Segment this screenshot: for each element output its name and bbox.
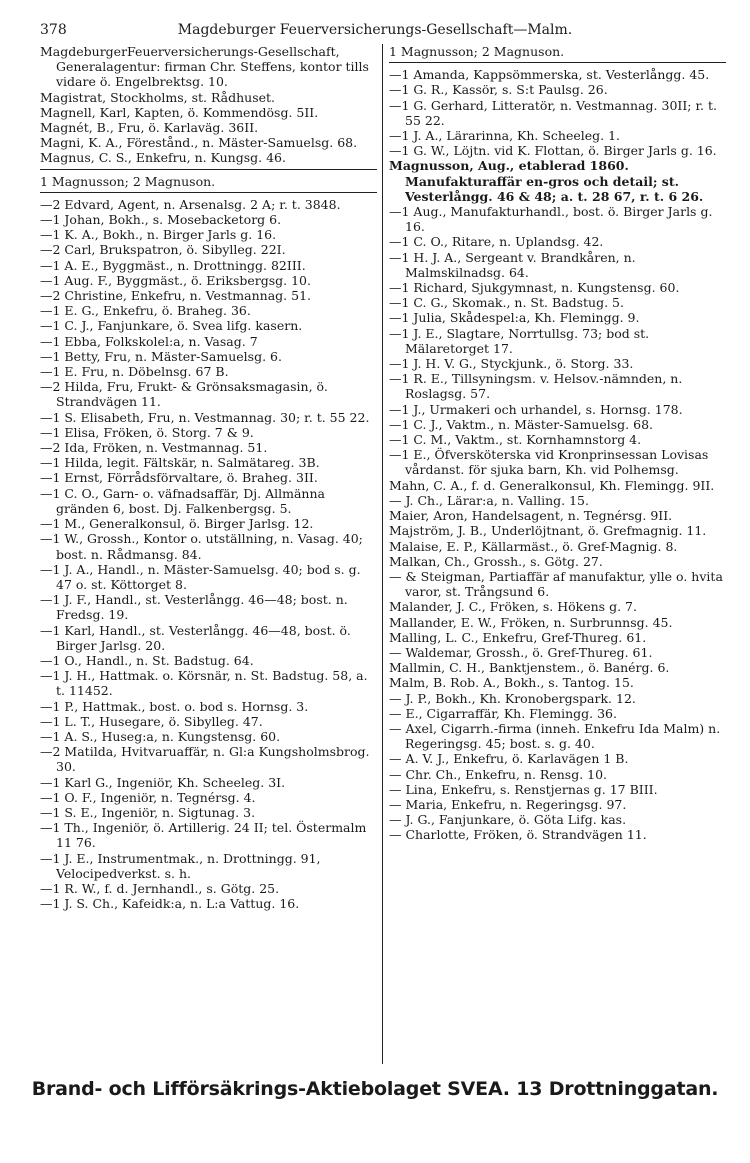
directory-entry: Magistrat, Stockholms, st. Rådhuset. — [40, 89, 276, 105]
directory-entry: —1 R. W., f. d. Jernhandl., s. Götg. 25. — [40, 880, 280, 896]
directory-entry: Magnét, B., Fru, ö. Karlaväg. 36II. — [40, 120, 259, 136]
directory-entry: — J. Ch., Lärar:a, n. Valling. 15. — [389, 492, 589, 508]
footer-advertisement: Brand- och Lifförsäkrings-Aktiebolaget SVEA. 13 Drottninggatan. — [31, 1078, 719, 1100]
directory-entry: Magnusson, Aug., etablerad 1860. Manufakturaffär en-gros och detail; st. Vesterlångg. 46 & 48; a. t. 28 67, r. t. 6 26. — [389, 158, 704, 204]
directory-entry: —1 Johan, Bokh., s. Mosebacketorg 6. — [40, 212, 282, 228]
directory-entry: —1 A. E., Byggmäst., n. Drottningg. 82III. — [40, 257, 306, 273]
directory-entry: —1 E., Öfversköterska vid Kronprinsessan Lovisas vårdanst. för sjuka barn, Kh. vid Polhemsg. — [389, 447, 709, 478]
directory-entry: —1 O., Handl., n. St. Badstug. 64. — [40, 652, 254, 668]
directory-entry: — J. P., Bokh., Kh. Kronobergspark. 12. — [389, 690, 636, 706]
directory-entry: Magni, K. A., Förestånd., n. Mäster-Samuelsg. 68. — [40, 135, 358, 151]
directory-entry: — Charlotte, Fröken, ö. Strandvägen 11. — [389, 827, 647, 843]
directory-entry: — Maria, Enkefru, n. Regeringsg. 97. — [389, 796, 627, 812]
directory-entry: —1 G. Gerhard, Litteratör, n. Vestmannag. 30II; r. t. 55 22. — [389, 97, 717, 128]
directory-entry: —1 J. H., Hattmak. o. Körsnär, n. St. Badstug. 58, a. t. 11452. — [40, 668, 368, 699]
directory-entry: Mahn, C. A., f. d. Generalkonsul, Kh. Flemingg. 9II. — [389, 477, 715, 493]
directory-entry: —1 Aug., Manufakturhandl., bost. ö. Birger Jarls g. 16. — [389, 204, 713, 235]
directory-entry: — Waldemar, Grossh., ö. Gref-Thureg. 61. — [389, 644, 653, 660]
directory-entry: —1 A. S., Huseg:a, n. Kungstensg. 60. — [40, 728, 281, 744]
directory-entry: —1 Amanda, Kappsömmerska, st. Vesterlångg. 45. — [389, 67, 710, 83]
directory-entry: Magnus, C. S., Enkefru, n. Kungsg. 46. — [40, 150, 377, 169]
directory-entry: Majström, J. B., Underlöjtnant, ö. Grefmagnig. 11. — [389, 523, 707, 539]
directory-entry: Malling, L. C., Enkefru, Gref-Thureg. 61. — [389, 629, 647, 645]
directory-entry: —1 G. W., Löjtn. vid K. Flottan, ö. Birger Jarls g. 16. — [389, 143, 717, 159]
directory-entry: Maier, Aron, Handelsagent, n. Tegnérsg. 9II. — [389, 508, 673, 524]
directory-entry: Magnell, Karl, Kapten, ö. Kommendösg. 5II. — [40, 104, 319, 120]
directory-entry: Mallmin, C. H., Banktjenstem., ö. Banérg. 6. — [389, 660, 670, 676]
directory-entry: — Axel, Cigarrh.-firma (inneh. Enkefru Ida Malm) n. Regeringsg. 45; bost. s. g. 40. — [389, 720, 721, 752]
directory-entry: —1 J. A., Handl., n. Mäster-Samuelsg. 40; bod s. g. 47 o. st. Köttorget 8. — [40, 561, 361, 592]
directory-entry: —1 W., Grossh., Kontor o. utställning, n. Vasag. 40; bost. n. Rådmansg. 84. — [40, 531, 363, 562]
directory-entry: —1 C. J., Fanjunkare, ö. Svea lifg. kasern. — [40, 318, 303, 334]
directory-entry: —2 Carl, Brukspatron, ö. Sibylleg. 22I. — [40, 242, 286, 258]
directory-entry: MagdeburgerFeuerversicherungs-Gesellschaft, Generalagentur: firman Chr. Steffens, kontor tills vidare ö. Engelbrektsg. 10. — [40, 44, 369, 90]
directory-entry: —1 C. O., Ritare, n. Uplandsg. 42. — [389, 234, 604, 250]
directory-entry: —1 E. G., Enkefru, ö. Braheg. 36. — [40, 303, 251, 319]
directory-entry: —1 Aug. F., Byggmäst., ö. Eriksbergsg. 10. — [40, 272, 311, 288]
directory-entry: —1 Ernst, Förrådsförvaltare, ö. Braheg. 3II. — [40, 470, 318, 486]
directory-entry: —1 Richard, Sjukgymnast, n. Kungstensg. 60. — [389, 280, 680, 296]
directory-entry: —1 J. H. V. G., Styckjunk., ö. Storg. 33. — [389, 356, 634, 372]
directory-entry: —1 C. G., Skomak., n. St. Badstug. 5. — [389, 295, 624, 311]
directory-entry: —1 Julia, Skådespel:a, Kh. Flemingg. 9. — [389, 310, 640, 326]
running-title: Magdeburger Feuerversicherungs-Gesellschaft—Malm. — [177, 22, 573, 38]
directory-entry: —1 M., Generalkonsul, ö. Birger Jarlsg. 12. — [40, 516, 314, 532]
directory-entry: Malaise, E. P., Källarmäst., ö. Gref-Magnig. 8. — [389, 538, 678, 554]
directory-entry: —1 Betty, Fru, n. Mäster-Samuelsg. 6. — [40, 348, 282, 364]
directory-entry: —1 S. Elisabeth, Fru, n. Vestmannag. 30; r. t. 55 22. — [40, 409, 370, 425]
directory-entry: —1 J., Urmakeri och urhandel, s. Hornsg. 178. — [389, 401, 683, 417]
directory-entry: —1 Karl G., Ingeniör, Kh. Scheeleg. 3I. — [40, 774, 286, 790]
directory-entry: — J. G., Fanjunkare, ö. Göta Lifg. kas. — [389, 812, 627, 828]
directory-entry: —1 H. J. A., Sergeant v. Brandkåren, n. Malmskilnadsg. 64. — [389, 249, 636, 280]
directory-entry: —2 Hilda, Fru, Frukt- & Grönsaksmagasin, ö. Strandvägen 11. — [40, 379, 328, 410]
directory-entry: Malm, B. Rob. A., Bokh., s. Tantog. 15. — [389, 675, 634, 691]
directory-entry: —1 C. M., Vaktm., st. Kornhamnstorg 4. — [389, 432, 642, 448]
directory-entry: —1 J. E., Instrumentmak., n. Drottningg. 91, Velocipedverkst. s. h. — [40, 850, 321, 881]
page-number: 378 — [40, 22, 67, 38]
directory-entry: Malkan, Ch., Grossh., s. Götg. 27. — [389, 553, 603, 569]
right-column — [383, 44, 726, 1064]
directory-entry: —1 Th., Ingeniör, ö. Artillerig. 24 II; tel. Östermalm 11 76. — [40, 820, 367, 851]
directory-entry: —2 Edvard, Agent, n. Arsenalsg. 2 A; r. t. 3848. — [40, 196, 341, 212]
directory-entry: —1 Hilda, legit. Fältskär, n. Salmätareg. 3B. — [40, 455, 320, 471]
directory-entry: — A. V. J., Enkefru, ö. Karlavägen 1 B. — [389, 751, 629, 767]
directory-entry: —1 Karl, Handl., st. Vesterlångg. 46—48, bost. ö. Birger Jarlsg. 20. — [40, 622, 351, 653]
directory-entry: —1 J. F., Handl., st. Vesterlångg. 46—48; bost. n. Fredsg. 19. — [40, 592, 348, 623]
directory-entry: —1 P., Hattmak., bost. o. bod s. Hornsg. 3. — [40, 698, 309, 714]
directory-entry: — E., Cigarraffär, Kh. Flemingg. 36. — [389, 705, 617, 721]
left-column — [40, 44, 383, 1064]
directory-entry: —1 J. A., Lärarinna, Kh. Scheeleg. 1. — [389, 128, 621, 144]
directory-entry: Malander, J. C., Fröken, s. Hökens g. 7. — [389, 599, 637, 615]
directory-entry: 1 Magnusson; 2 Magnuson. — [40, 174, 377, 193]
directory-entry: —1 S. E., Ingeniör, n. Sigtunag. 3. — [40, 804, 256, 820]
directory-entry: —2 Christine, Enkefru, n. Vestmannag. 51. — [40, 288, 311, 304]
directory-entry: —1 C. J., Vaktm., n. Mäster-Samuelsg. 68. — [389, 416, 653, 432]
directory-entry: —1 O. F., Ingeniör, n. Tegnérsg. 4. — [40, 789, 256, 805]
directory-entry: —1 C. O., Garn- o. väfnadsaffär, Dj. Allmänna gränden 6, bost. Dj. Falkenbergsg. 5. — [40, 485, 325, 516]
directory-entry: Mallander, E. W., Fröken, n. Surbrunnsg. 45. — [389, 614, 673, 630]
directory-entry: —1 K. A., Bokh., n. Birger Jarls g. 16. — [40, 227, 277, 243]
directory-entry: —2 Ida, Fröken, n. Vestmannag. 51. — [40, 440, 268, 456]
directory-entry: —1 E. Fru, n. Döbelnsg. 67 B. — [40, 364, 229, 380]
directory-entry: — Chr. Ch., Enkefru, n. Rensg. 10. — [389, 766, 608, 782]
page-header — [40, 20, 710, 40]
directory-entry: —1 L. T., Husegare, ö. Sibylleg. 47. — [40, 713, 263, 729]
directory-entry: —1 J. S. Ch., Kafeidk:a, n. L:a Vattug. 16. — [40, 896, 300, 912]
directory-entry: 1 Magnusson; 2 Magnuson. — [389, 44, 726, 63]
directory-entry: —1 R. E., Tillsyningsm. v. Helsov.-nämnden, n. Roslagsg. 57. — [389, 371, 683, 402]
directory-entry: —1 Elisa, Fröken, ö. Storg. 7 & 9. — [40, 424, 254, 440]
directory-entry: — & Steigman, Partiaffär af manufaktur, ylle o. hvita varor, st. Trångsund 6. — [389, 568, 723, 600]
directory-entry: —1 Ebba, Folkskolel:a, n. Vasag. 7 — [40, 333, 258, 349]
directory-entry: — Lina, Enkefru, s. Renstjernas g. 17 BIII. — [389, 781, 658, 797]
directory-columns — [40, 44, 728, 1064]
directory-entry: —2 Matilda, Hvitvaruaffär, n. Gl:a Kungsholmsbrog. 30. — [40, 744, 370, 775]
directory-entry: —1 J. E., Slagtare, Norrtullsg. 73; bod st. Mälaretorget 17. — [389, 325, 650, 356]
directory-entry: —1 G. R., Kassör, s. S:t Paulsg. 26. — [389, 82, 608, 98]
